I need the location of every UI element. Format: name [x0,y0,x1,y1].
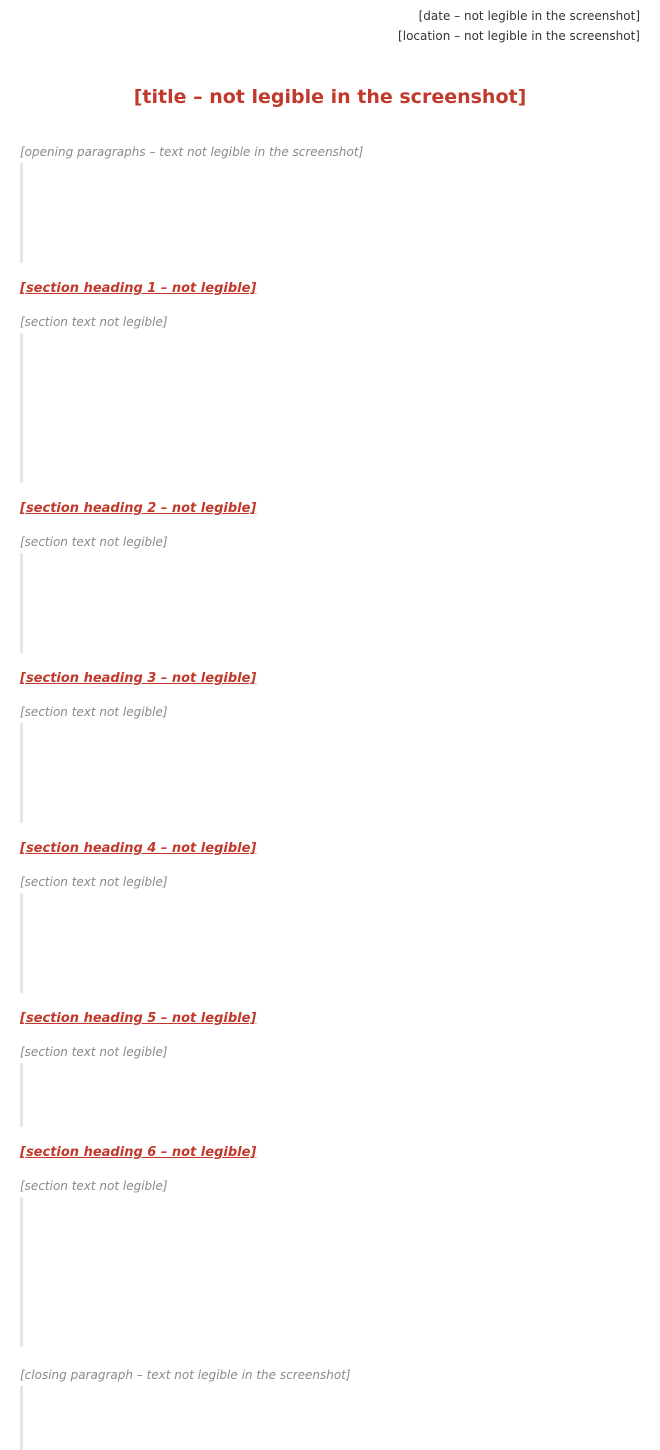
article-date: [date – not legible in the screenshot] [418,9,640,23]
section-body-4 [20,872,640,993]
section-heading-1: [section heading 1 – not legible] [20,281,257,296]
section-body-5 [20,1042,640,1127]
section-body-3-text-area [20,723,640,823]
article-meta [20,6,640,46]
closing-placeholder: [closing paragraph – text not legible in the screenshot] [20,1368,351,1382]
section-body-2-text-area [20,553,640,653]
intro-paragraph [20,142,640,263]
article-title: [title – not legible in the screenshot] [133,86,527,108]
section-body-6-placeholder: [section text not legible] [20,1179,168,1193]
section-body-3-placeholder: [section text not legible] [20,705,168,719]
section-heading-4: [section heading 4 – not legible] [20,841,257,856]
section-body-1-placeholder: [section text not legible] [20,315,168,329]
section-body-3 [20,702,640,823]
section-body-4-placeholder: [section text not legible] [20,875,168,889]
section-heading-3: [section heading 3 – not legible] [20,671,257,686]
section-body-4-text-area [20,893,640,993]
closing-text-area [20,1386,640,1450]
section-heading-5: [section heading 5 – not legible] [20,1011,257,1026]
section-body-1 [20,312,640,483]
section-heading-6: [section heading 6 – not legible] [20,1145,257,1160]
section-heading-2: [section heading 2 – not legible] [20,501,257,516]
section-body-2 [20,532,640,653]
article-location: [location – not legible in the screenshot] [398,29,640,43]
article-page [20,0,640,1450]
section-body-6 [20,1176,640,1347]
intro-placeholder: [opening paragraphs – text not legible in the screenshot] [20,145,364,159]
section-body-5-text-area [20,1063,640,1127]
section-body-5-placeholder: [section text not legible] [20,1045,168,1059]
intro-text-area [20,163,640,263]
section-body-2-placeholder: [section text not legible] [20,535,168,549]
section-body-1-text-area [20,333,640,483]
section-body-6-text-area [20,1197,640,1347]
